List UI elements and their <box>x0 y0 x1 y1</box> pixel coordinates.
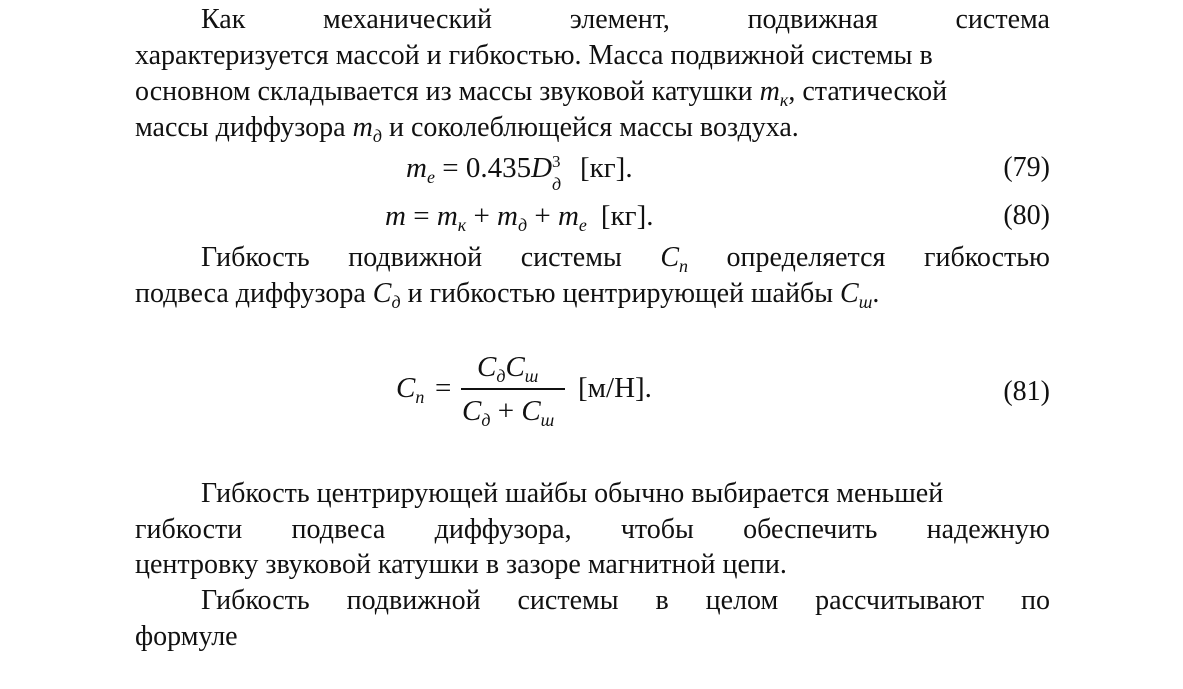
math-var: C <box>396 372 416 404</box>
word: диффузора, <box>434 514 572 545</box>
unit: [кг]. <box>580 152 633 184</box>
math-operator: + <box>490 395 522 427</box>
math-var: m <box>557 200 579 232</box>
word: подвижная <box>747 4 878 35</box>
paragraph-2-line-2 <box>135 276 1050 320</box>
equation-number-80: (80) <box>1003 200 1050 231</box>
word: Гибкость <box>201 242 310 273</box>
math-var: C <box>505 351 525 383</box>
equation-81-lhs <box>396 370 424 415</box>
math-operator: + <box>527 200 558 232</box>
paragraph-3-line-1 <box>201 476 1050 512</box>
math-var: C <box>660 242 679 273</box>
math-var: m <box>436 200 458 232</box>
word: системы <box>520 242 622 273</box>
math-number: 0.435 <box>465 152 532 184</box>
math-var: m <box>497 200 518 232</box>
math-var: C <box>477 351 497 383</box>
math-sub: д <box>391 292 401 312</box>
text: массы диффузора <box>135 112 353 143</box>
fraction-denominator <box>462 394 554 437</box>
math-var: m <box>406 152 427 184</box>
paragraph-1-line-1 <box>201 2 1050 38</box>
equation-80 <box>385 198 653 243</box>
word: целом <box>705 585 779 616</box>
math-var: D <box>531 152 553 184</box>
word: надежную <box>926 514 1050 545</box>
text: центровку звуковой катушки в зазоре магнитной цепи. <box>135 549 787 580</box>
paragraph-4-line-1 <box>201 583 1050 619</box>
word: подвижной <box>346 585 481 616</box>
word: рассчитывают <box>815 585 985 616</box>
math-operator: = <box>405 200 437 232</box>
equation-81-unit: [м/Н]. <box>578 372 652 404</box>
equation-number-81: (81) <box>1003 376 1050 407</box>
text: характеризуется массой и гибкостью. Масса подвижной системы в <box>135 40 933 71</box>
word: гибкости <box>135 514 243 545</box>
math-var: m <box>759 76 780 107</box>
text: формуле <box>135 621 238 652</box>
word: Гибкость <box>201 585 310 616</box>
word: системы <box>517 585 619 616</box>
fraction-numerator <box>477 350 538 393</box>
math-sub: ш <box>858 292 873 312</box>
text: Гибкость центрирующей шайбы обычно выбирается меньшей <box>201 478 944 509</box>
word: в <box>655 585 669 616</box>
math-sub: к <box>779 90 789 110</box>
math-operator: + <box>466 200 498 232</box>
math-sub: е <box>578 215 587 235</box>
text: и соколеблющейся массы воздуха. <box>381 112 799 143</box>
fraction-bar <box>461 388 565 390</box>
word: гибкостью <box>923 242 1050 273</box>
math-var: C <box>840 278 859 309</box>
equation-79 <box>406 150 633 195</box>
text: , статической <box>788 76 948 107</box>
text: и гибкостью центрирующей шайбы <box>400 278 841 309</box>
math-sub: e <box>426 167 435 187</box>
math-sup: 3 <box>552 152 561 171</box>
text: . <box>872 278 880 309</box>
math-sub: к <box>457 215 467 235</box>
word: элемент, <box>569 4 670 35</box>
math-var: C <box>372 278 392 309</box>
word: подвеса <box>291 514 386 545</box>
math-operator: = <box>434 152 466 184</box>
paragraph-3-line-3 <box>135 547 1050 583</box>
paragraph-1-line-2 <box>135 38 1050 74</box>
word: подвижной <box>348 242 483 273</box>
word: Как <box>201 4 246 35</box>
word: обеспечить <box>743 514 878 545</box>
word: система <box>955 4 1050 35</box>
math-var: m <box>352 112 373 143</box>
equation-number-79: (79) <box>1003 152 1050 183</box>
math-sub: п <box>679 256 688 276</box>
paragraph-3-line-2 <box>135 512 1050 548</box>
text: подвеса диффузора <box>135 278 373 309</box>
math-sub: д <box>496 366 506 386</box>
word: определяется <box>726 242 886 273</box>
math-sub: д <box>372 126 382 146</box>
math-sub: д <box>552 174 562 194</box>
math-var: m <box>385 200 406 232</box>
equation-81-equals: = <box>435 372 452 404</box>
math-sub: д <box>518 215 528 235</box>
paragraph-1-line-4 <box>135 110 1050 154</box>
paragraph-4-line-2 <box>135 619 1050 655</box>
word: чтобы <box>620 514 694 545</box>
unit: [кг]. <box>600 200 654 232</box>
text: основном складывается из массы звуковой катушки <box>135 76 760 107</box>
math-sub: д <box>481 410 491 430</box>
word: механический <box>323 4 493 35</box>
math-var: C <box>521 395 541 427</box>
math-sub: ш <box>524 366 539 386</box>
math-var: C <box>462 395 482 427</box>
word: по <box>1021 585 1050 616</box>
math-sub: ш <box>540 410 555 430</box>
math-sub: п <box>415 387 425 407</box>
